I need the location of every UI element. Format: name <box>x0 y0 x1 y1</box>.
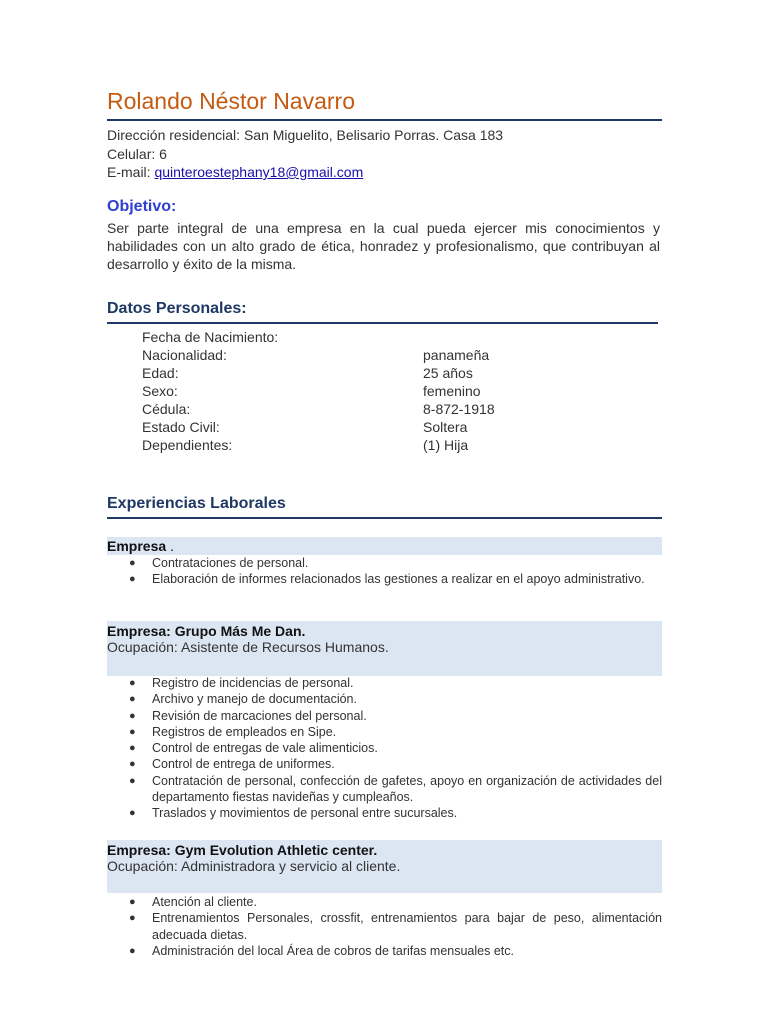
personal-label: Cédula: <box>142 401 191 417</box>
personal-value: panameña <box>423 347 490 363</box>
personal-value: femenino <box>423 383 481 399</box>
phone-label: Celular: <box>107 145 156 162</box>
phone-line <box>107 145 503 164</box>
candidate-name: Rolando Néstor Navarro <box>107 88 356 114</box>
job-company: Empresa: Grupo Más Me Dan. <box>107 623 306 639</box>
phone-value: 6 <box>159 145 167 162</box>
bullet-icon: ● <box>129 725 136 738</box>
list-item <box>107 555 662 571</box>
address-label: Dirección residencial: <box>107 127 241 143</box>
address-value: San Miguelito, Belisario Porras. Casa 183 <box>243 127 504 143</box>
address-line <box>107 126 503 145</box>
job-duties-list <box>107 555 662 588</box>
bullet-icon: ● <box>129 742 136 755</box>
duty-text: Contratación de personal, confección de gafetes, apoyo en organización de actividades del departamento fiestas navideñas y cumpleaños. <box>152 773 662 805</box>
name-divider <box>107 119 662 121</box>
bullet-icon: ● <box>129 693 136 706</box>
personal-value: Soltera <box>423 419 468 435</box>
personal-data-table <box>142 328 495 454</box>
list-item <box>107 691 662 707</box>
email-label: E-mail: <box>107 164 151 180</box>
list-item <box>107 708 662 724</box>
duty-text: Contrataciones de personal. <box>152 556 309 570</box>
duty-text: Archivo y manejo de documentación. <box>152 692 357 707</box>
contact-block <box>107 126 503 182</box>
bullet-icon: ● <box>129 758 136 771</box>
personal-row <box>142 400 495 418</box>
personal-row <box>142 418 495 436</box>
personal-value: (1) Hija <box>423 437 469 453</box>
list-item <box>107 943 662 959</box>
job-company: Empresa: Gym Evolution Athletic center. <box>107 842 378 858</box>
personal-value: 8-872-1918 <box>423 401 495 417</box>
bullet-icon: ● <box>129 774 136 787</box>
list-item <box>107 894 662 910</box>
personal-label: Edad: <box>142 365 179 381</box>
personal-label: Dependientes: <box>142 437 233 453</box>
personal-value: 25 años <box>423 365 473 381</box>
list-item <box>107 740 662 756</box>
duty-text: Atención al cliente. <box>152 895 257 909</box>
personal-row <box>142 436 495 454</box>
bullet-icon: ● <box>129 896 136 908</box>
bullet-icon: ● <box>129 573 136 586</box>
email-line <box>107 163 503 182</box>
job-duties-list <box>107 675 662 822</box>
job-header <box>107 840 662 893</box>
list-item <box>107 675 662 691</box>
duty-text: Revisión de marcaciones del personal. <box>152 708 367 723</box>
experience-divider <box>107 517 662 519</box>
personal-row <box>142 328 495 346</box>
duty-text: Registro de incidencias de personal. <box>152 676 354 690</box>
bullet-icon: ● <box>129 709 136 722</box>
personal-data-heading: Datos Personales: <box>107 300 247 317</box>
duty-text: Administración del local Área de cobros de tarifas mensuales etc. <box>152 943 514 958</box>
duty-text: Traslados y movimientos de personal entre sucursales. <box>152 806 458 821</box>
list-item <box>107 756 662 772</box>
personal-label: Estado Civil: <box>142 419 220 435</box>
duty-text: Control de entregas de vale alimenticios. <box>152 741 378 756</box>
job-header <box>107 537 662 555</box>
personal-label: Fecha de Nacimiento: <box>142 329 279 345</box>
list-item <box>107 773 662 806</box>
job-header <box>107 621 662 676</box>
company-suffix: . <box>166 538 174 554</box>
duty-text: Elaboración de informes relacionados las gestiones a realizar en el apoyo administrativo. <box>152 572 645 587</box>
job-duties-list <box>107 894 662 959</box>
duty-text: Control de entrega de uniformes. <box>152 757 335 772</box>
objective-heading: Objetivo: <box>107 198 177 215</box>
personal-row <box>142 364 495 382</box>
duty-text: Registros de empleados en Sipe. <box>152 724 337 739</box>
objective-text: Ser parte integral de una empresa en la cual pueda ejercer mis conocimientos y habilidades con un alto grado de ética, honradez y profesionalismo, que contribuyan al desarrollo y éxito de la misma. <box>107 220 660 272</box>
list-item <box>107 910 662 943</box>
duty-text: Entrenamientos Personales, crossfit, entrenamientos para bajar de peso, alimentación adecuada dietas. <box>152 911 662 942</box>
bullet-icon: ● <box>129 557 136 569</box>
personal-row <box>142 382 495 400</box>
bullet-icon: ● <box>129 807 136 820</box>
list-item <box>107 571 662 587</box>
bullet-icon: ● <box>129 677 136 689</box>
company-name: Empresa <box>107 538 167 554</box>
personal-data-divider <box>107 322 658 324</box>
bullet-icon: ● <box>129 912 136 925</box>
personal-label: Nacionalidad: <box>142 347 227 363</box>
list-item <box>107 805 662 821</box>
job-occupation: Ocupación: Administradora y servicio al cliente. <box>107 858 401 874</box>
personal-label: Sexo: <box>142 383 178 399</box>
experience-heading: Experiencias Laborales <box>107 495 286 512</box>
job-occupation: Ocupación: Asistente de Recursos Humanos. <box>107 639 389 655</box>
personal-row <box>142 346 495 364</box>
bullet-icon: ● <box>129 944 136 957</box>
job-company <box>107 538 662 554</box>
email-link[interactable]: quinteroestephany18@gmail.com <box>154 164 364 180</box>
list-item <box>107 724 662 740</box>
